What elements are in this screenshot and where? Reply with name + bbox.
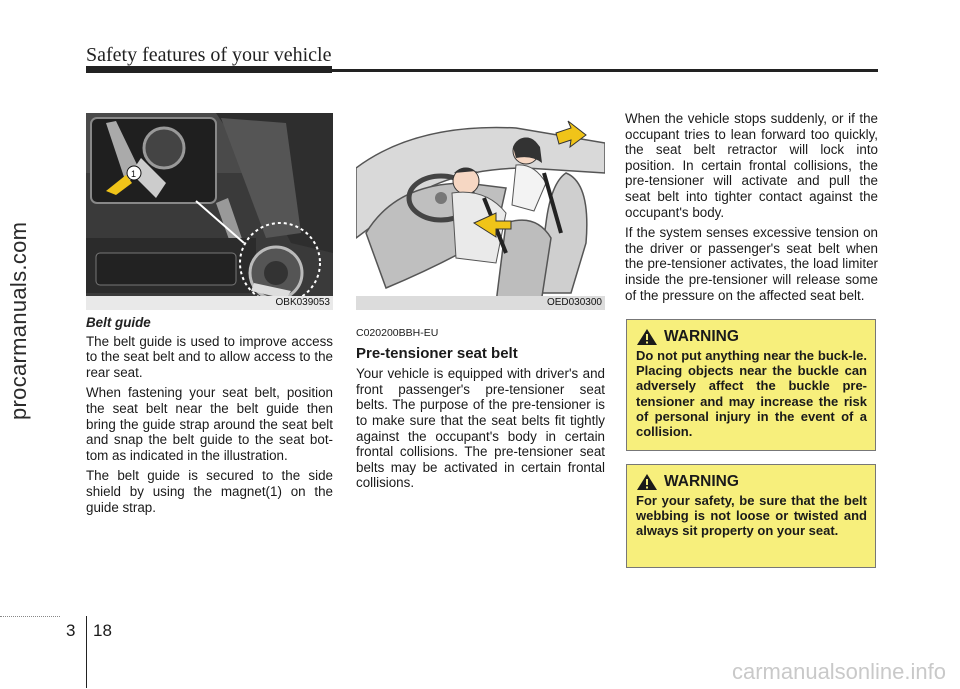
header-rule-accent [86,66,332,73]
paragraph: Your vehicle is equipped with driver's and front passenger's pre-tensioner seat belts. The purpose of the pre-tensioner is to make sure that the seat belts fit tightly against the occupant's body in certain frontal collisions. The pre-tensioner seat belts may be activated in certain frontal collisions. [356,366,605,491]
footer-dotted-rule [0,616,60,617]
figure-code: OBK039053 [275,297,330,308]
paragraph: The belt guide is used to improve access to the seat belt and to allow access to the rear seat. [86,333,333,380]
pretensioner-section [356,315,605,496]
warning-title: WARNING [664,328,739,345]
warning-triangle-icon [636,328,658,346]
warning-title: WARNING [664,473,739,490]
side-watermark[interactable]: procarmanuals.com [6,221,31,420]
belt-guide-heading: Belt guide [86,315,151,330]
warning-text: For your safety, be sure that the belt webbing is not loose or twisted and always sit property on your seat. [636,493,867,539]
footer-divider [86,616,87,688]
bottom-watermark[interactable]: carmanualsonline.info [731,659,946,684]
chapter-number: 3 [66,621,76,640]
paragraph: When the vehicle stops suddenly, or if the occupant tries to lean forward too quickly, the seat belt retractor will lock into position. In certain frontal collisions, the pre-tensioner will activate and pull the seat belt into tighter contact against the occupant's body. [625,111,878,220]
warning-box-buckle [626,319,876,451]
page-header-title: Safety features of your vehicle [86,44,332,66]
belt-guide-illustration [86,113,333,310]
warning-box-webbing [626,464,876,568]
belt-guide-figure [86,113,333,310]
paragraph: If the system senses excessive tension on the driver or passenger's seat belt when the pre-tensioner activates, the load limiter inside the pre-tensioner will release some of the pressure on the affected seat belt. [625,225,878,303]
pretensioner-illustration [356,113,605,310]
figure-code: OED030300 [546,297,602,308]
warning-triangle-icon [636,473,658,491]
paragraph: The belt guide is secured to the side shield by using the magnet(1) on the guide strap. [86,468,333,515]
pretensioner-heading: Pre-tensioner seat belt [356,344,518,362]
section-code: C020200BBH-EU [356,327,439,339]
callout-number-1: 1 [131,169,137,179]
paragraph: When fastening your seat belt, position the seat belt near the belt guide then bring the guide strap around the seat belt and snap the belt guide to the seat bot-tom as indicated in the illustration. [86,385,333,463]
retractor-section [625,111,878,308]
belt-guide-section [86,315,333,520]
page-number: 18 [93,621,112,640]
warning-text: Do not put anything near the buck-le. Placing objects near the buckle can adversely affect the buckle pre-tensioner and may increase the risk of personal injury in the event of a collision. [636,348,867,440]
pretensioner-figure [356,113,605,310]
